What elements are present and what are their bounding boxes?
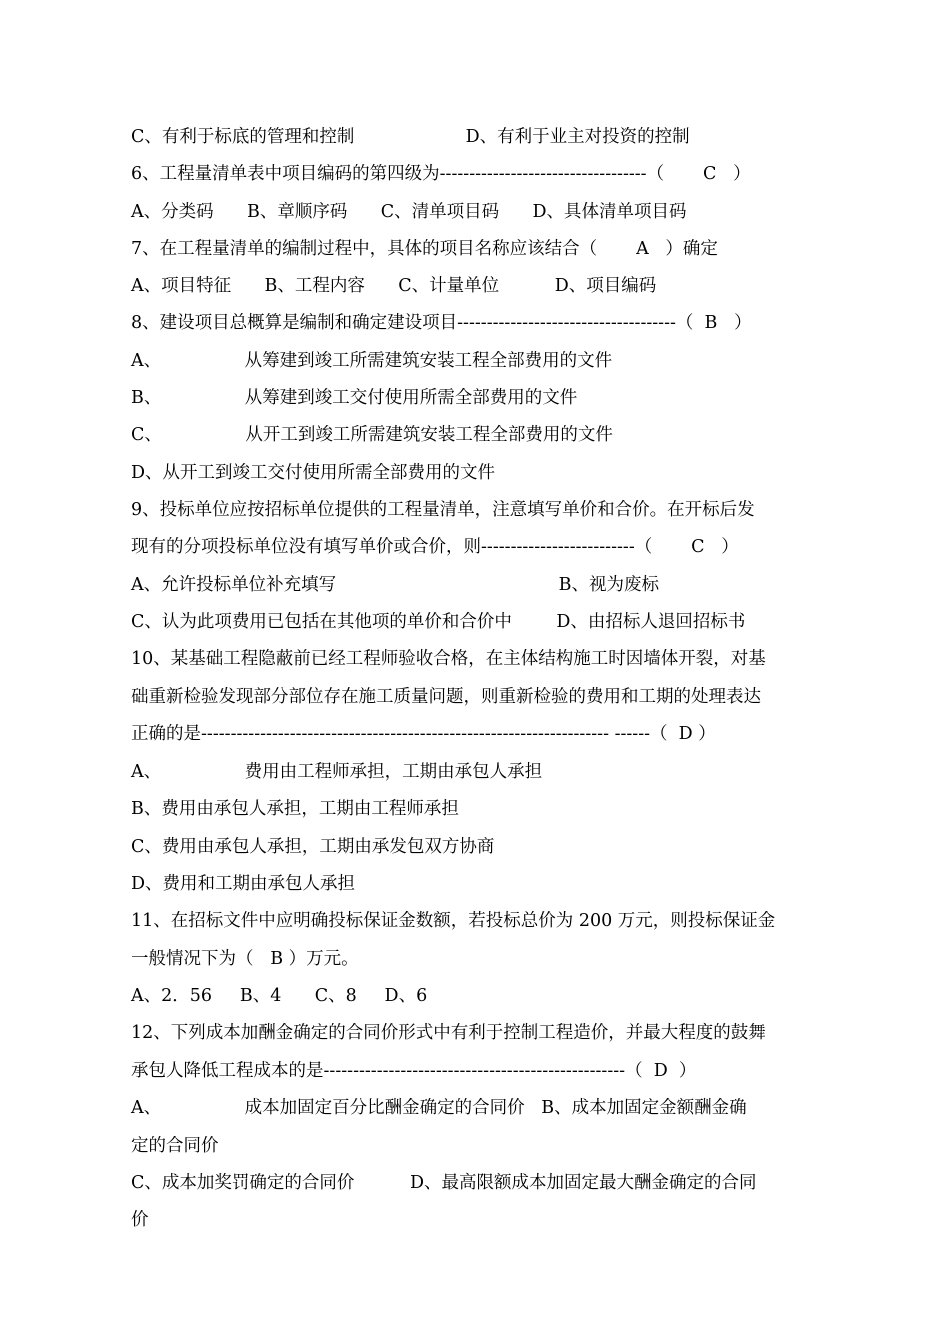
q9-question-line2: 现有的分项投标单位没有填写单价或合价，则--------------------------（ C ） (131, 537, 739, 557)
q9-options-ab: A、允许投标单位补充填写 B、视为废标 (131, 575, 660, 595)
q7-options: A、项目特征 B、工程内容 C、计量单位 D、项目编码 (131, 276, 657, 296)
q6-options: A、分类码 B、章顺序码 C、清单项目码 D、具体清单项目码 (131, 202, 687, 222)
q10-question-line1: 10、某基础工程隐蔽前已经工程师验收合格，在主体结构施工时因墙体开裂，对基 (131, 649, 766, 669)
q10-option-d: D、费用和工期由承包人承担 (131, 874, 356, 894)
q11-question-line2: 一般情况下为（ B ）万元。 (131, 949, 359, 969)
q11-question-line1: 11、在招标文件中应明确投标保证金数额，若投标总价为 200 万元，则投标保证金 (131, 911, 776, 931)
q7-question: 7、在工程量清单的编制过程中，具体的项目名称应该结合（ A ）确定 (131, 239, 718, 259)
q10-question-line3: 正确的是--------------------------------------------------------------------- ------（ D ） (131, 724, 716, 744)
q12-question-line2: 承包人降低工程成本的是---------------------------------------------------（ D ） (131, 1061, 697, 1081)
q11-options: A、2．56 B、4 C、8 D、6 (131, 986, 428, 1006)
q8-option-c: C、 从开工到竣工所需建筑安装工程全部费用的文件 (131, 425, 613, 445)
q5-options-cd: C、有利于标底的管理和控制 D、有利于业主对投资的控制 (131, 127, 690, 147)
q10-option-b: B、费用由承包人承担，工期由工程师承担 (131, 799, 459, 819)
q8-question: 8、建设项目总概算是编制和确定建设项目-------------------------------------（ B ） (131, 313, 752, 333)
q6-question: 6、工程量清单表中项目编码的第四级为-----------------------------------（ C ） (131, 164, 751, 184)
q12-options-ab-line2: 定的合同价 (131, 1136, 219, 1156)
q8-option-d: D、从开工到竣工交付使用所需全部费用的文件 (131, 463, 496, 483)
q10-option-a: A、 费用由工程师承担，工期由承包人承担 (131, 762, 543, 782)
q10-option-c: C、费用由承包人承担，工期由承发包双方协商 (131, 837, 495, 857)
q12-options-cd-line1: C、成本加奖罚确定的合同价 D、最高限额成本加固定最大酬金确定的合同 (131, 1173, 757, 1193)
q12-question-line1: 12、下列成本加酬金确定的合同价形式中有利于控制工程造价，并最大程度的鼓舞 (131, 1023, 766, 1043)
q10-question-line2: 础重新检验发现部分部位存在施工质量问题，则重新检验的费用和工期的处理表达 (131, 687, 761, 707)
q8-option-a: A、 从筹建到竣工所需建筑安装工程全部费用的文件 (131, 351, 613, 371)
q9-question-line1: 9、投标单位应按招标单位提供的工程量清单，注意填写单价和合价。在开标后发 (131, 500, 755, 520)
q12-options-cd-line2: 价 (131, 1210, 149, 1230)
q8-option-b: B、 从筹建到竣工交付使用所需全部费用的文件 (131, 388, 578, 408)
q9-options-cd: C、认为此项费用已包括在其他项的单价和合价中 D、由招标人退回招标书 (131, 612, 746, 632)
q12-options-ab-line1: A、 成本加固定百分比酬金确定的合同价 B、成本加固定金额酬金确 (131, 1098, 747, 1118)
